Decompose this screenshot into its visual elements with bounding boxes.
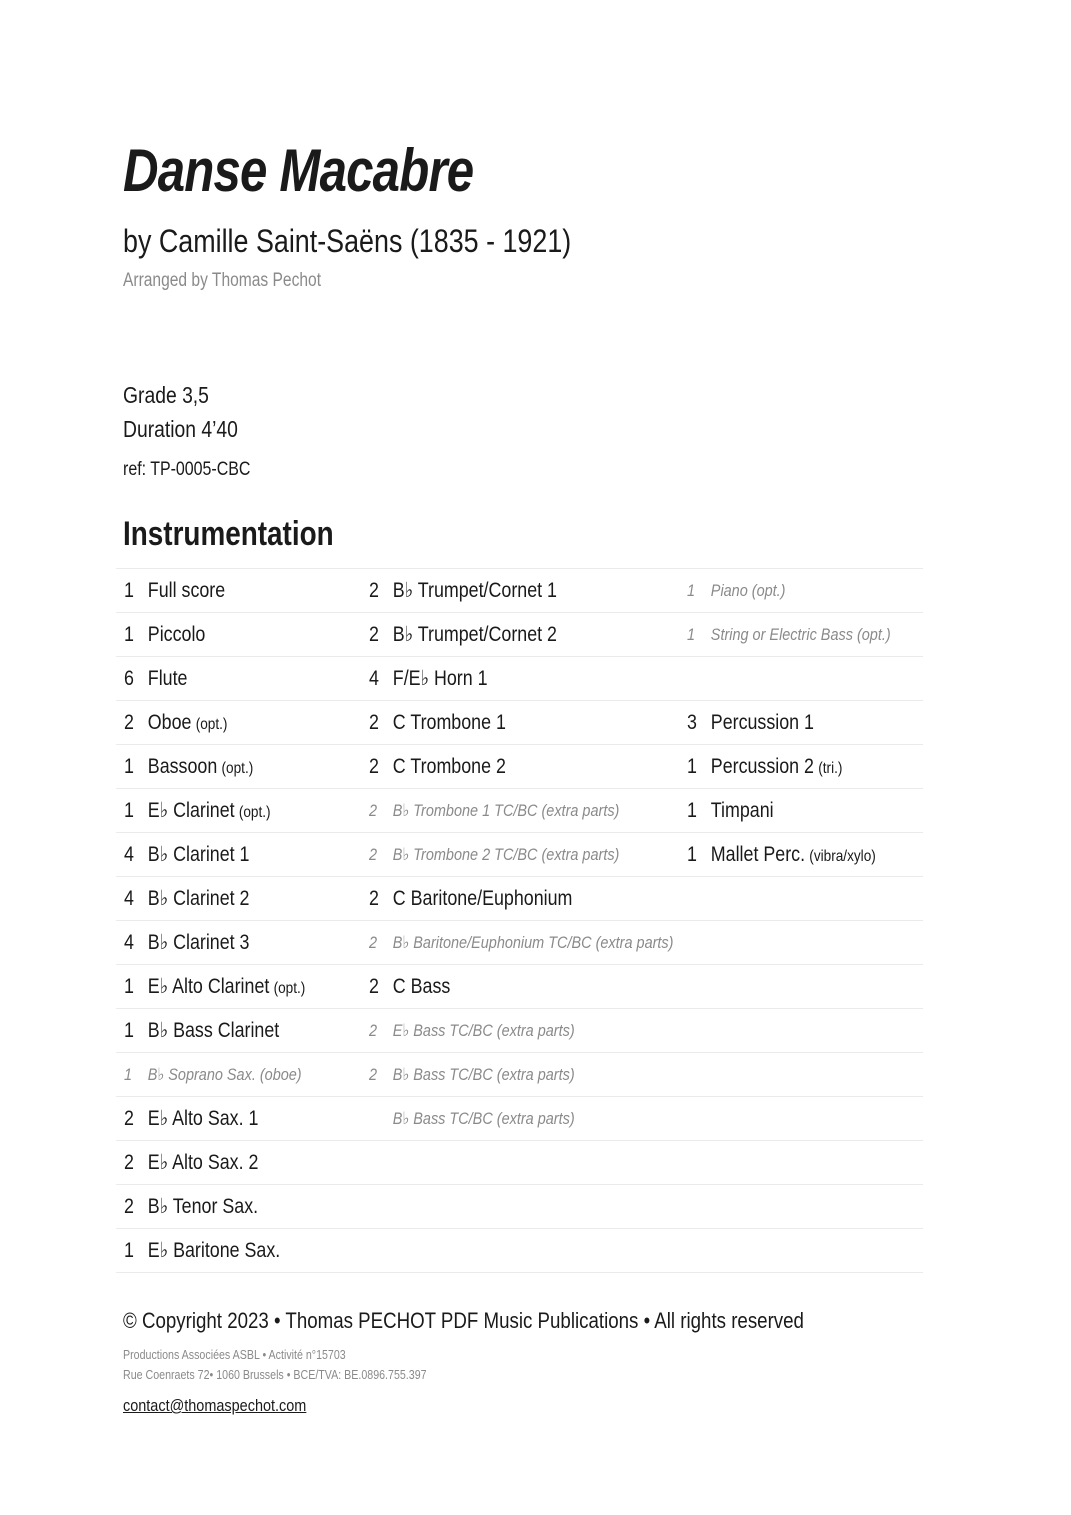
instrument-entry-content [369, 933, 673, 953]
instrument-name: B♭ Trombone 1 TC/BC (extra parts) [392, 800, 620, 820]
instrument-name: E♭ Baritone Sax. [147, 1239, 281, 1262]
part-count: 4 [124, 887, 134, 910]
instrument-entry [369, 657, 508, 700]
instrument-name: Percussion 2 [710, 754, 814, 778]
instrument-entry-content [124, 711, 227, 735]
instrument-entry-content [687, 843, 876, 867]
instrument-entry [124, 1097, 282, 1140]
part-count: 1 [687, 798, 697, 822]
part-count: 2 [369, 886, 379, 910]
instrument-entry [369, 1053, 611, 1096]
instrument-entry [124, 1229, 308, 1272]
instrument-name: B♭ Baritone/Euphonium TC/BC (extra parts) [392, 932, 674, 952]
instrument-entry-content [687, 755, 842, 779]
instrument-name: Bassoon [147, 754, 218, 778]
table-row [116, 1097, 923, 1141]
instrument-entry [124, 569, 243, 612]
instrument-name: E♭ Alto Sax. 1 [147, 1107, 259, 1130]
instrument-note: (opt.) [238, 804, 271, 821]
contact-email-link[interactable]: contact@thomaspechot.com [123, 1396, 307, 1415]
instrument-entry-content [687, 711, 814, 735]
grade-label: Grade 3,5 [123, 382, 209, 408]
instrument-name: Percussion 1 [710, 710, 814, 734]
instrument-entry-content [369, 666, 488, 691]
table-row [116, 1141, 923, 1185]
instrument-name: Piccolo [147, 622, 206, 646]
instrument-entry [687, 701, 836, 744]
instrument-note: (vibra/xylo) [809, 847, 876, 865]
instrument-name: E♭ Alto Clarinet [147, 975, 270, 998]
instrument-name: B♭ Clarinet 3 [147, 931, 250, 954]
instrument-name: Flute [147, 666, 188, 690]
score-title: Danse Macabre [123, 137, 474, 204]
part-count: 1 [687, 580, 696, 600]
instrument-entry [369, 1009, 611, 1052]
instrument-entry-content [369, 845, 619, 865]
table-row [116, 1053, 923, 1097]
instrument-entry [369, 745, 530, 788]
instrument-entry-content [124, 667, 187, 691]
instrument-entry-content [124, 1238, 280, 1263]
instrument-entry-content [124, 842, 249, 867]
part-count: 2 [369, 932, 378, 952]
instrument-entry-content [369, 801, 619, 821]
instrument-entry [124, 1053, 333, 1096]
instrument-entry [369, 877, 608, 920]
instrument-entry-content [124, 974, 305, 999]
part-count: 2 [369, 623, 379, 646]
instrument-note: (tri.) [818, 759, 843, 777]
part-count: 2 [369, 1020, 378, 1040]
instrument-entry-content [369, 975, 450, 999]
instrument-name: B♭ Bass TC/BC (extra parts) [392, 1108, 575, 1128]
instrument-entry-content [369, 1021, 575, 1041]
table-row [116, 1009, 923, 1053]
instrument-entry [124, 1185, 282, 1228]
part-count: 2 [369, 1064, 378, 1084]
instrument-name: B♭ Trumpet/Cornet 1 [392, 579, 557, 602]
instrument-note: (opt.) [221, 759, 254, 777]
instrument-name: B♭ Clarinet 1 [147, 843, 250, 866]
instrument-entry [124, 921, 272, 964]
instrument-name: C Baritone/Euphonium [392, 886, 573, 910]
instrument-entry-content [369, 1109, 575, 1129]
instrument-name: Full score [147, 578, 226, 602]
part-count: 1 [124, 578, 134, 602]
instrument-entry-content [369, 887, 572, 911]
table-row [116, 1229, 923, 1273]
instrument-name: E♭ Alto Sax. 2 [147, 1151, 259, 1174]
instrument-entry-content [369, 1065, 575, 1085]
instrument-entry [124, 657, 199, 700]
instrument-name: C Bass [392, 974, 451, 998]
instrument-entry [369, 833, 664, 876]
table-row [116, 965, 923, 1009]
part-count: 2 [124, 1151, 134, 1174]
instrument-name: String or Electric Bass (opt.) [710, 624, 891, 644]
table-row [116, 789, 923, 833]
part-count: 2 [124, 710, 134, 734]
instrument-name: Piano (opt.) [710, 580, 786, 600]
part-count: 6 [124, 666, 134, 690]
instrument-entry [124, 613, 220, 656]
part-count: 2 [369, 579, 379, 602]
part-count: 4 [369, 667, 379, 690]
publisher-org-line: Productions Associées ASBL • Activité n°15703 [123, 1347, 346, 1362]
instrument-entry [124, 965, 337, 1008]
instrument-entry [124, 877, 272, 920]
instrument-entry-content [124, 1065, 302, 1085]
instrument-name: Timpani [710, 798, 774, 822]
instrument-name: Oboe [147, 710, 192, 734]
instrument-entry [369, 965, 465, 1008]
table-row [116, 569, 923, 613]
instrument-entry-content [124, 1106, 258, 1131]
instrument-entry-content [124, 755, 253, 779]
instrument-name: F/E♭ Horn 1 [392, 667, 488, 690]
table-row [116, 701, 923, 745]
instrument-entry-content [124, 930, 249, 955]
part-count: 1 [124, 975, 134, 998]
part-count: 2 [369, 844, 378, 864]
instrument-entry [124, 701, 246, 744]
part-count: 3 [687, 710, 697, 734]
instrument-name: E♭ Clarinet [147, 799, 235, 822]
part-count: 2 [369, 800, 378, 820]
instrument-entry-content [124, 1150, 258, 1175]
part-count: 2 [369, 974, 379, 998]
instrumentation-table [116, 568, 923, 1273]
instrument-entry-content [687, 799, 774, 823]
instrument-note: (opt.) [273, 980, 306, 997]
publisher-address-line: Rue Coenraets 72• 1060 Brussels • BCE/TVA: BE.0896.755.397 [123, 1367, 427, 1382]
instrument-entry [124, 1141, 282, 1184]
instrument-entry [687, 745, 870, 788]
instrument-entry [124, 789, 296, 832]
instrument-name: B♭ Tenor Sax. [147, 1195, 259, 1218]
reference-code: ref: TP-0005-CBC [123, 459, 251, 480]
part-count: 2 [369, 754, 379, 778]
arranger-line: Arranged by Thomas Pechot [123, 270, 322, 291]
instrument-entry-content [687, 581, 786, 601]
table-row [116, 877, 923, 921]
instrument-entry-content [369, 578, 557, 603]
instrumentation-heading: Instrumentation [123, 515, 334, 553]
instrument-entry-content [369, 622, 557, 647]
table-row [116, 833, 923, 877]
table-row [116, 613, 923, 657]
instrument-entry [687, 613, 927, 656]
part-count: 2 [124, 1195, 134, 1218]
instrument-name: B♭ Bass Clarinet [147, 1019, 280, 1042]
part-count: 2 [124, 1107, 134, 1130]
part-count: 1 [687, 842, 697, 866]
part-count: 1 [124, 754, 134, 778]
composer-line: by Camille Saint-Saëns (1835 - 1921) [123, 223, 572, 259]
instrument-entry [687, 569, 803, 612]
instrument-name: C Trombone 1 [392, 710, 506, 734]
copyright-notice: © Copyright 2023 • Thomas PECHOT PDF Music Publications • All rights reserved [123, 1308, 804, 1333]
part-count: 2 [369, 710, 379, 734]
instrument-entry [124, 1009, 307, 1052]
instrument-entry [124, 833, 272, 876]
part-count: 1 [124, 1064, 133, 1084]
duration-label: Duration 4’40 [123, 416, 238, 442]
table-row [116, 745, 923, 789]
table-row [116, 921, 923, 965]
instrument-entry-content [369, 755, 506, 779]
instrument-entry [369, 569, 590, 612]
instrument-entry [369, 789, 664, 832]
instrument-entry-content [124, 1194, 258, 1219]
instrument-name: B♭ Trombone 2 TC/BC (extra parts) [392, 844, 620, 864]
instrument-entry [369, 1097, 611, 1140]
part-count: 4 [124, 931, 134, 954]
part-count: 1 [687, 754, 697, 778]
part-count: 4 [124, 843, 134, 866]
instrument-entry-content [369, 711, 506, 735]
instrument-name: E♭ Bass TC/BC (extra parts) [392, 1020, 575, 1040]
part-count: 1 [687, 624, 696, 644]
instrument-entry [369, 921, 727, 964]
instrument-entry [687, 789, 789, 832]
part-count: 1 [124, 622, 134, 646]
instrument-note: (opt.) [195, 715, 228, 733]
instrument-entry-content [124, 1018, 279, 1043]
instrument-entry [369, 701, 530, 744]
instrument-entry-content [124, 579, 225, 603]
part-count: 1 [124, 1019, 134, 1042]
instrument-entry-content [687, 625, 891, 645]
instrument-entry [124, 745, 276, 788]
instrument-name: Mallet Perc. [710, 842, 806, 866]
part-count: 1 [124, 1239, 134, 1262]
part-count: 1 [124, 799, 134, 822]
instrument-name: B♭ Soprano Sax. (oboe) [147, 1064, 302, 1084]
instrument-name: B♭ Bass TC/BC (extra parts) [392, 1064, 575, 1084]
instrument-entry [369, 613, 590, 656]
instrument-entry-content [124, 798, 271, 823]
table-row [116, 657, 923, 701]
instrument-name: B♭ Trumpet/Cornet 2 [392, 623, 557, 646]
instrument-name: B♭ Clarinet 2 [147, 887, 250, 910]
instrument-name: C Trombone 2 [392, 754, 506, 778]
instrument-entry-content [124, 886, 249, 911]
table-row [116, 1185, 923, 1229]
instrument-entry [687, 833, 909, 876]
instrument-entry-content [124, 623, 205, 647]
